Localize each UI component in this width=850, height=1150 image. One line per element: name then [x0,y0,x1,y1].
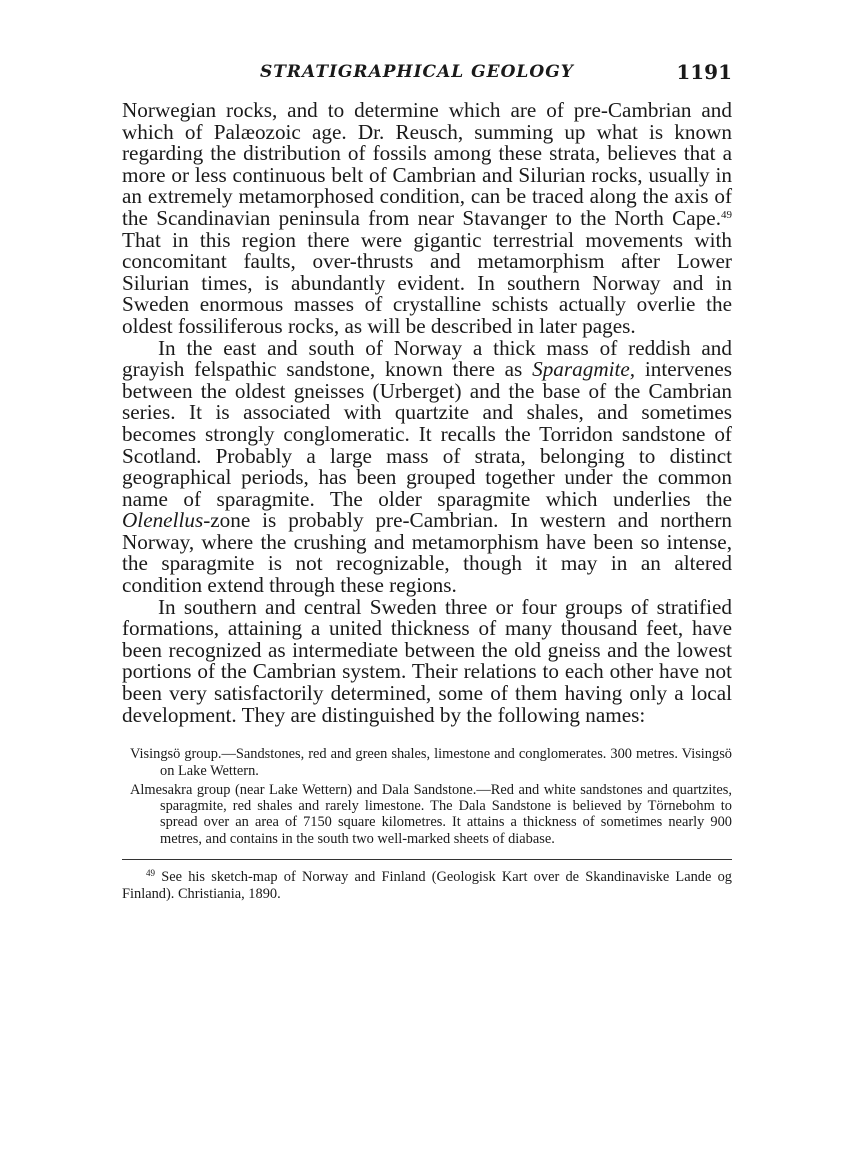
term-olenellus: Olenellus [122,508,204,533]
paragraph-2-text-b: intervenes between the oldest gneisses (Urberget) and the base of the Cambrian series. It is associated with quartzite and shales, and sometimes becomes strongly conglomeratic. It recalls the Torridon sandstone of Scotland. Probably a large mass of strata, belonging to distinct geographical periods, has been grouped together under the common name of sparagmite. The older sparagmite which underlies the [122,357,732,511]
body-text [122,100,732,726]
paragraph-1 [122,100,732,338]
paragraph-1-text-a: Norwegian rocks, and to determine which are of pre-Cambrian and which of Palæozoic age. Dr. Reusch, summing up what is known regarding the distribution of fossils among these strata, believes that a more or less continuous belt of Cambrian and Silurian rocks, usually in an extremely metamorphosed condition, can be traced along the axis of the Scandinavian peninsula from near Stavanger to the North Cape. [122,98,732,230]
footnote-text: See his sketch-map of Norway and Finland (Geologisk Kart over de Skandinaviske Lande og Finland). Christiania, 1890. [122,869,732,902]
group-list [122,746,732,847]
footnote-mark: 49 [146,868,155,878]
paragraph-2-text-a: In the east and south of Norway a thick mass of reddish and grayish felspathic sandstone, known there as [122,335,732,382]
running-title: STRATIGRAPHICAL GEOLOGY [260,62,574,82]
footnote-divider [122,859,732,860]
footnote [122,869,732,902]
group-entry-visingso: Visingsö group.—Sandstones, red and green shales, limestone and conglomerates. 300 metres. Visingsö on Lake Wettern. [130,746,732,779]
term-sparagmite: Sparagmite, [532,357,636,382]
paragraph-2-text-c: -zone is probably pre-Cambrian. In western and northern Norway, where the crushing and metamorphism have been so intense, the sparagmite is not recognizable, though it may in an altered condition extend through these regions. [122,508,732,598]
paragraph-1-text-b: That in this region there were gigantic terrestrial movements with concomitant faults, over-thrusts and metamorphism after Lower Silurian times, is abundantly evident. In southern Norway and in Sweden enormous masses of crystalline schists actually overlie the oldest fossiliferous rocks, as will be described in later pages. [122,227,732,338]
group-entry-almesakra: Almesakra group (near Lake Wettern) and Dala Sandstone.—Red and white sandstones and quartzites, sparagmite, red shales and rarely limestone. The Dala Sandstone is believed by Törnebohm to spread over an area of 7150 square kilometres. It attains a thickness of sometimes nearly 900 metres, and contains in the south two well-marked sheets of diabase. [130,781,732,847]
page-number: 1191 [676,60,732,84]
paragraph-2 [122,335,732,598]
page-header [122,62,732,92]
book-page [122,62,732,902]
paragraph-3: In southern and central Sweden three or four groups of stratified formations, attaining a united thickness of many thousand feet, have been recognized as intermediate between the old gneiss and the lowest portions of the Cambrian system. Their relations to each other have not been very satisfactorily determined, some of them having only a local development. They are distinguished by the following names: [122,594,732,727]
footnote-reference[interactable]: 49 [721,208,732,221]
